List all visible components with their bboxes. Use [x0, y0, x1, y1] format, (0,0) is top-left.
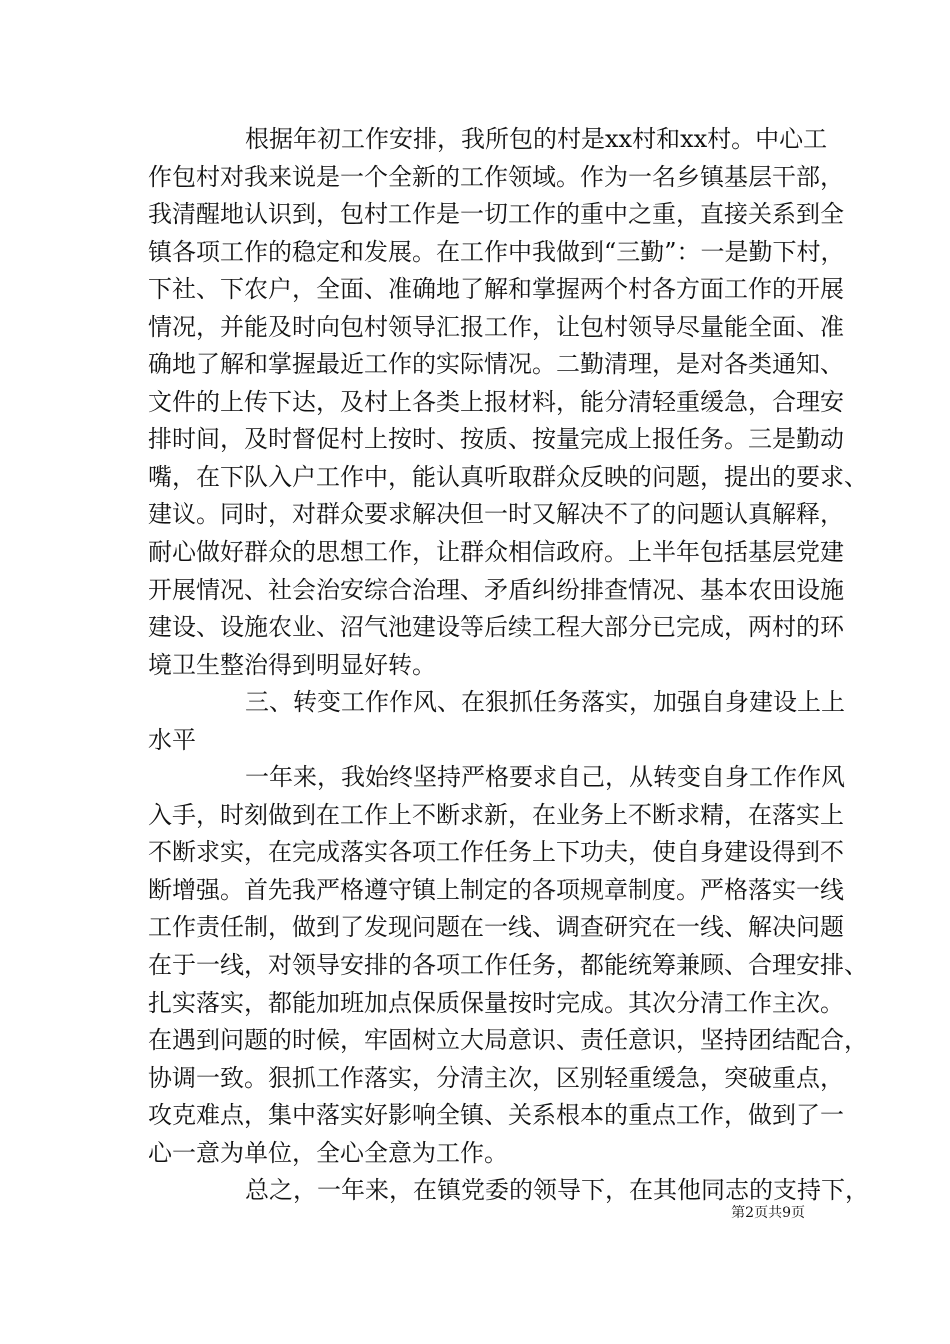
paragraph-line: 断增强。首先我严格遵守镇上制定的各项规章制度。严格落实一线 — [148, 875, 844, 904]
paragraph-line: 境卫生整治得到明显好转。 — [148, 650, 436, 679]
paragraph-line: 镇各项工作的稳定和发展。在工作中我做到“三勤”：一是勤下村， — [148, 237, 845, 266]
page-number: 第2页共9页 — [731, 1205, 805, 1221]
paragraph-line: 耐心做好群众的思想工作，让群众相信政府。上半年包括基层党建 — [148, 538, 844, 567]
paragraph-line: 入手，时刻做到在工作上不断求新，在业务上不断求精，在落实上 — [148, 800, 844, 829]
paragraph-line: 总之，一年来，在镇党委的领导下，在其他同志的支持下， — [245, 1176, 869, 1205]
document-body — [148, 121, 869, 1210]
paragraph-line: 在于一线，对领导安排的各项工作任务，都能统筹兼顾、合理安排、 — [148, 951, 868, 980]
paragraph-line: 下社、下农户，全面、准确地了解和掌握两个村各方面工作的开展 — [148, 275, 844, 304]
paragraph-line: 确地了解和掌握最近工作的实际情况。二勤清理，是对各类通知、 — [148, 350, 844, 379]
section-heading: 三、转变工作作风、在狠抓任务落实，加强自身建设上上 — [245, 688, 845, 717]
paragraph-line: 作包村对我来说是一个全新的工作领域。作为一名乡镇基层干部， — [148, 162, 844, 191]
paragraph-line: 不断求实，在完成落实各项工作任务上下功夫，使自身建设得到不 — [148, 838, 844, 867]
section-heading-cont: 水平 — [148, 725, 196, 754]
paragraph-line: 开展情况、社会治安综合治理、矛盾纠纷排查情况、基本农田设施 — [148, 575, 844, 604]
paragraph-line: 扎实落实，都能加班加点保质保量按时完成。其次分清工作主次。 — [148, 988, 844, 1017]
paragraph-line: 情况，并能及时向包村领导汇报工作，让包村领导尽量能全面、准 — [148, 312, 844, 341]
paragraph-line: 建设、设施农业、沼气池建设等后续工程大部分已完成，两村的环 — [148, 613, 844, 642]
paragraph-line: 嘴，在下队入户工作中，能认真听取群众反映的问题，提出的要求、 — [148, 462, 868, 491]
paragraph-line: 一年来，我始终坚持严格要求自己，从转变自身工作作风 — [245, 763, 845, 792]
paragraph-line: 在遇到问题的时候，牢固树立大局意识、责任意识，坚持团结配合， — [148, 1026, 868, 1055]
paragraph-line: 工作责任制，做到了发现问题在一线、调查研究在一线、解决问题 — [148, 913, 844, 942]
paragraph-line: 建议。同时，对群众要求解决但一时又解决不了的问题认真解释， — [148, 500, 844, 529]
paragraph-line: 协调一致。狠抓工作落实，分清主次，区别轻重缓急，突破重点， — [148, 1063, 844, 1092]
paragraph-line: 根据年初工作安排，我所包的村是xx村和xx村。中心工 — [245, 125, 828, 153]
paragraph-line: 排时间，及时督促村上按时、按质、按量完成上报任务。三是勤动 — [148, 425, 844, 454]
paragraph-line: 文件的上传下达，及村上各类上报材料，能分清轻重缓急，合理安 — [148, 387, 844, 416]
paragraph-line: 心一意为单位，全心全意为工作。 — [148, 1138, 508, 1167]
paragraph-line: 攻克难点，集中落实好影响全镇、关系根本的重点工作，做到了一 — [148, 1101, 844, 1130]
paragraph-line: 我清醒地认识到，包村工作是一切工作的重中之重，直接关系到全 — [148, 200, 844, 229]
